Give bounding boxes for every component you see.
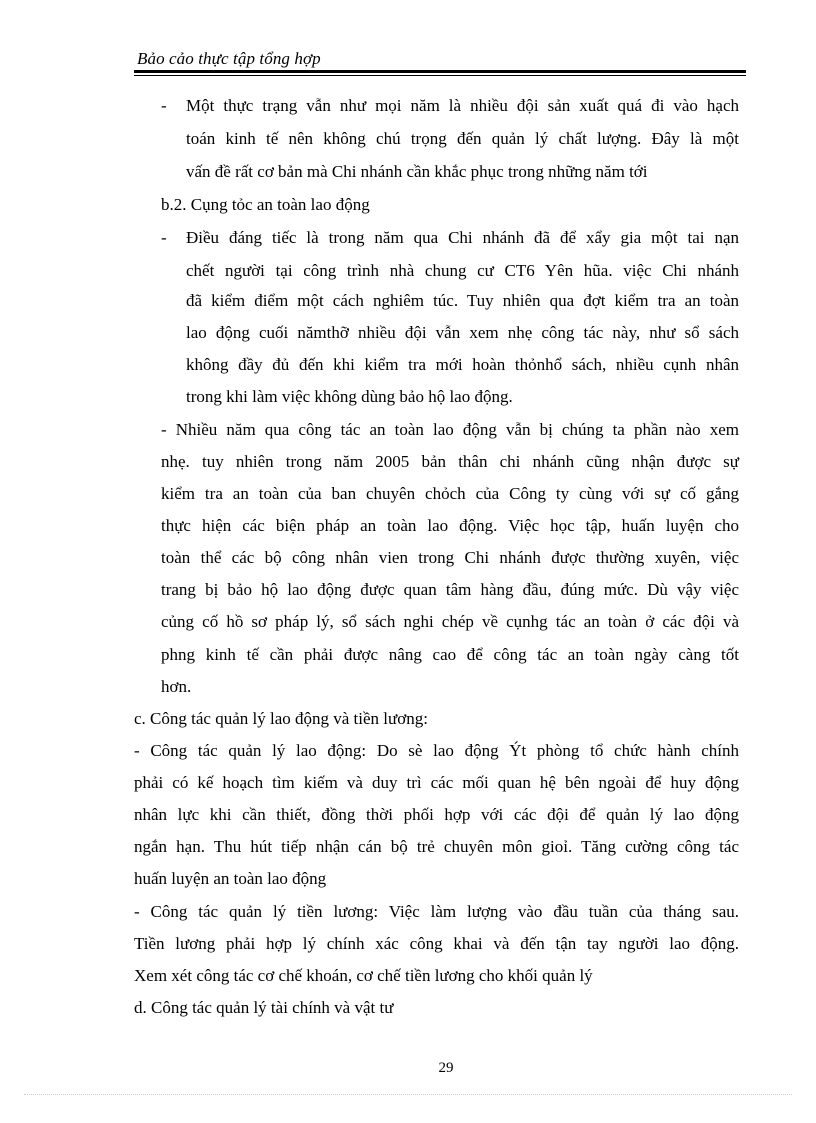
text-line: - Công tác quản lý lao động: Do sè lao động Ýt phòng tổ chức hành chính bbox=[134, 741, 739, 760]
text-line: - Công tác quản lý tiền lương: Việc làm lượng vào đầu tuần của tháng sau. bbox=[134, 902, 739, 921]
text-line: củng cố hồ sơ pháp lý, sổ sách nghi chép về cụnhg tác an toàn ở các đội và bbox=[161, 612, 739, 631]
text-line: toàn thể các bộ công nhân vien trong Chi nhánh được thường xuyên, việc bbox=[161, 548, 739, 567]
text-line: nhân lực khi cần thiết, đồng thời phối hợp với các đội để quản lý lao động bbox=[134, 805, 739, 824]
text-line: huấn luyện an toàn lao động bbox=[134, 869, 327, 888]
list-bullet-dash: - bbox=[161, 228, 167, 247]
text-line: đã kiểm điểm một cách nghiêm túc. Tuy nhiên qua đợt kiểm tra an toàn bbox=[186, 291, 739, 310]
page-number: 29 bbox=[438, 1060, 454, 1076]
list-bullet-dash: - bbox=[161, 96, 167, 115]
section-heading-c: c. Công tác quản lý lao động và tiền lương: bbox=[134, 709, 428, 728]
section-heading-d: d. Công tác quản lý tài chính và vật tư bbox=[134, 998, 394, 1017]
header-rule-thin bbox=[134, 75, 746, 76]
text-line: thực hiện các biện pháp an toàn lao động. Việc học tập, huấn luyện cho bbox=[161, 516, 739, 535]
text-line: Điều đáng tiếc là trong năm qua Chi nhánh đã để xẩy gia một tai nạn bbox=[186, 228, 739, 247]
text-line: không đầy đủ đến khi kiểm tra mới hoàn thỏnhổ sách, nhiều cụnh nhân bbox=[186, 355, 739, 374]
text-line: chết người tại công trình nhà chung cư CT6 Yên hũa. việc Chi nhánh bbox=[186, 261, 739, 280]
text-line: vấn đề rất cơ bản mà Chi nhánh cần khắc phục trong những năm tới bbox=[186, 162, 648, 181]
text-line: phải có kế hoạch tìm kiếm và duy trì các mối quan hệ bên ngoài để huy động bbox=[134, 773, 739, 792]
text-line: Một thực trạng vẫn như mọi năm là nhiều đội sản xuất quá đi vào hạch bbox=[186, 96, 739, 115]
text-line: phng kinh tế cần phải được nâng cao để công tác an toàn ngày càng tốt bbox=[161, 645, 739, 664]
header-rule-thick bbox=[134, 70, 746, 73]
text-line: hơn. bbox=[161, 677, 192, 696]
section-heading-b2: b.2. Cụng tỏc an toàn lao động bbox=[161, 195, 370, 214]
text-line: trong khi làm việc không dùng bảo hộ lao động. bbox=[186, 387, 513, 406]
text-line: lao động cuối nămthỡ nhiều đội vẫn xem nhẹ công tác này, như sổ sách bbox=[186, 323, 739, 342]
footer-rule bbox=[24, 1094, 792, 1095]
header-title: Bảo cảo thực tập tổng hợp bbox=[137, 49, 321, 68]
text-line: Tiền lương phải hợp lý chính xác công khai và đến tận tay người lao động. bbox=[134, 934, 739, 953]
text-line: kiểm tra an toàn của ban chuyên chỏch của Công ty cùng với sự cố gắng bbox=[161, 484, 739, 503]
text-line: ngắn hạn. Thu hút tiếp nhận cán bộ trẻ chuyên môn gioỉ. Tăng cường công tác bbox=[134, 837, 739, 856]
text-line: - Nhiều năm qua công tác an toàn lao động vẫn bị chúng ta phần nào xem bbox=[161, 420, 739, 439]
text-line: nhẹ. tuy nhiên trong năm 2005 bản thân chi nhánh cũng nhận được sự bbox=[161, 452, 739, 471]
text-line: Xem xét công tác cơ chế khoán, cơ chế tiền lương cho khối quản lý bbox=[134, 966, 593, 985]
text-line: toán kinh tế nên không chú trọng đến quản lý chất lượng. Đây là một bbox=[186, 129, 739, 148]
text-line: trang bị bảo hộ lao động được quan tâm hàng đầu, đúng mức. Dù vậy việc bbox=[161, 580, 739, 599]
